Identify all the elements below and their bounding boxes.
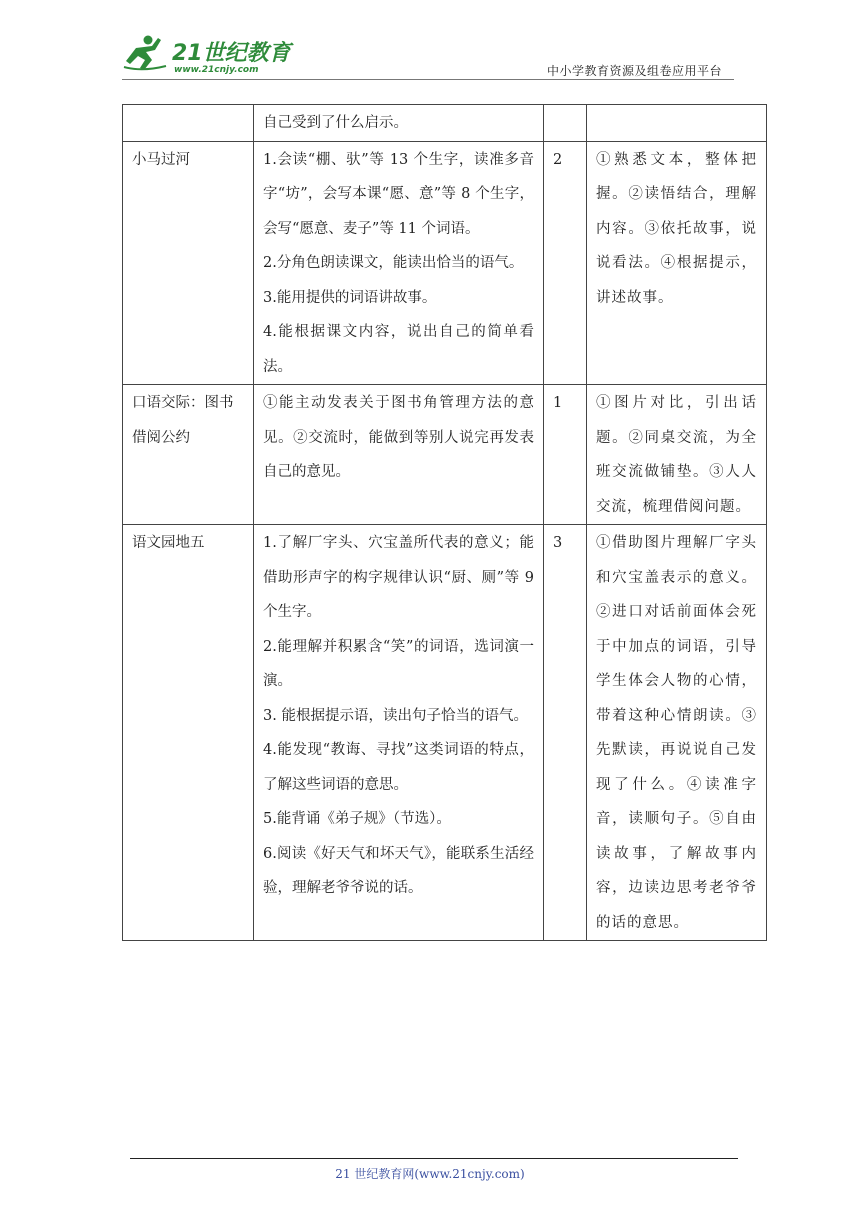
goal-item: ①能主动发表关于图书角管理方法的意见。②交流时，能做到等别人说完再发表自己的意见。 (263, 395, 534, 480)
lesson-goals-cell (254, 385, 544, 525)
goal-item: 1.了解厂字头、穴宝盖所代表的意义；能借助形声字的构字规律认识“厨、厕”等 9 个生字。 (263, 535, 534, 620)
footer-divider (130, 1158, 738, 1159)
lesson-hours-cell (544, 105, 587, 142)
lesson-method-cell: ①图片对比，引出话题。②同桌交流，为全班交流做铺垫。③人人交流，梳理借阅问题。 (587, 385, 767, 525)
goal-item: 3.能用提供的词语讲故事。 (263, 289, 437, 306)
goal-item: 1.会读“棚、驮”等 13 个生字，读准多音字“坊”，会写本课“愿、意”等 8 个生字，会写“愿意、麦子”等 11 个词语。 (263, 151, 534, 237)
header-divider (122, 79, 734, 80)
lesson-name-cell (123, 105, 254, 142)
lesson-name-cell: 小马过河 (123, 141, 254, 385)
logo-title: 21世纪教育 (172, 41, 291, 66)
page-header (122, 30, 732, 80)
goal-item: 5.能背诵《弟子规》（节选）。 (263, 811, 451, 827)
goal-item: 3. 能根据提示语，读出句子恰当的语气。 (263, 707, 528, 724)
goal-item: 4.能发现“教诲、寻找”这类词语的特点，了解这些词语的意思。 (263, 742, 534, 793)
lesson-plan-table (122, 104, 767, 941)
goal-item: 6.阅读《好天气和坏天气》，能联系生活经验，理解老爷爷说的话。 (263, 845, 534, 896)
table-row (123, 105, 767, 142)
lesson-goals-cell (254, 105, 544, 142)
runner-icon (126, 36, 161, 71)
goal-item: 2.分角色朗读课文，能读出恰当的语气。 (263, 255, 524, 271)
lesson-goals-cell (254, 525, 544, 941)
footer-link[interactable]: 21 世纪教育网(www.21cnjy.com) (335, 1167, 525, 1181)
lesson-method-cell (587, 105, 767, 142)
goal-item: 2.能理解并积累含“笑”的词语，选词演一演。 (263, 638, 534, 689)
lesson-hours-cell: 2 (544, 141, 587, 385)
table-row (123, 141, 767, 385)
logo-url: www.21cnjy.com (174, 65, 259, 74)
lesson-goals-cell (254, 141, 544, 385)
table-row (123, 525, 767, 941)
goal-item: 自己受到了什么启示。 (263, 115, 408, 131)
lesson-name-cell: 口语交际：图书借阅公约 (123, 385, 254, 525)
lesson-hours-cell: 3 (544, 525, 587, 941)
lesson-method-cell: ①熟悉文本，整体把握。②读悟结合，理解内容。③依托故事，说说看法。④根据提示，讲述故事。 (587, 141, 767, 385)
lesson-hours-cell: 1 (544, 385, 587, 525)
goal-item: 4.能根据课文内容，说出自己的简单看法。 (263, 324, 534, 375)
lesson-method-cell: ①借助图片理解厂字头和穴宝盖表示的意义。②进口对话前面体会死于中加点的词语，引导学生体会人物的心情，带着这种心情朗读。③先默读，再说说自己发现了什么。④读准字音，读顺句子。⑤自由读故事，了解故事内容，边读边思考老爷爷的话的意思。 (587, 525, 767, 941)
header-tagline: 中小学教育资源及组卷应用平台 (546, 64, 722, 78)
lesson-name-cell: 语文园地五 (123, 525, 254, 941)
table-row (123, 385, 767, 525)
site-logo (122, 34, 312, 74)
